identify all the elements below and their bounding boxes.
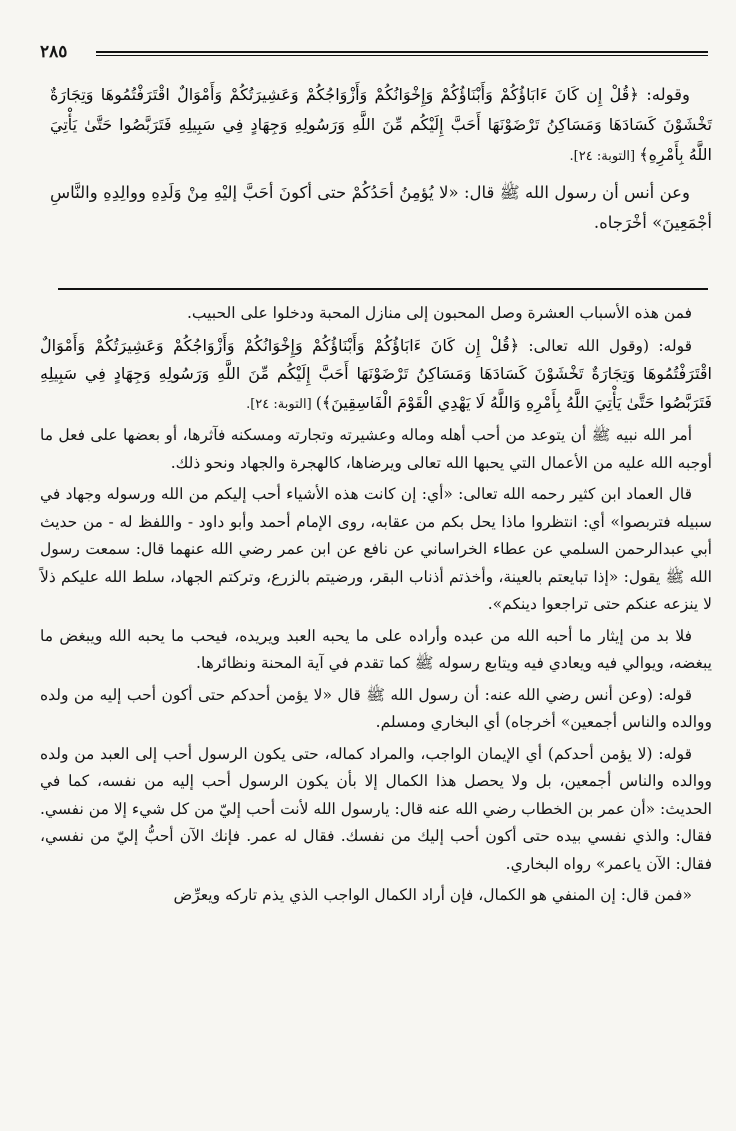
commentary-paragraph: قوله: (وعن أنس رضي الله عنه: أن رسول الله ﷺ قال «لا يؤمن أحدكم حتى أكون أحب إليه من ولده ووالده والناس أجمعين» أخرجاه) أي البخاري ومسلم.	[40, 685, 712, 731]
quran-verse: ﴿قُلْ إِن كَانَ ءَابَاؤُكُمْ وَأَبْنَاؤُكُمْ وَإِخْوَانُكُمْ وَأَزْوَاجُكُمْ وَعَشِيرَتُكُمْ وَأَمْوَالٌ اقْتَرَفْتُمُوهَا وَتِجَارَةٌ تَخْشَوْنَ كَسَادَهَا وَمَسَاكِنُ تَرْضَوْنَهَا أَحَبَّ إِلَيْكُم مِّنَ اللَّهِ وَرَسُولِهِ وَجِهَادٍ فِي سَبِيلِهِ فَتَرَبَّصُوا حَتَّىٰ يَأْتِيَ اللَّهُ بِأَمْرِهِ﴾	[50, 85, 712, 164]
verse-intro: قوله: (وقول الله تعالى:	[519, 336, 692, 355]
commentary-paragraph: فمن هذه الأسباب العشرة وصل المحبون إلى منازل المحبة ودخلوا على الحبيب.	[186, 304, 692, 322]
matn-text	[50, 80, 712, 244]
commentary-paragraph: قوله: (لا يؤمن أحدكم) أي الإيمان الواجب، والمراد كماله، حتى يكون الرسول أحب إلى العبد من ولده ووالده والناس أجمعين، بل ولا يحصل هذا الكمال إلا بأن يكون الرسول أحب إليه من نفسه، كما في الحديث: «أن عمر بن الخطاب رضي الله عنه قال: يارسول الله لأنت أحب إليّ من كل شيء إلا من نفسي. فقال: والذي نفسي بيده حتى أكون أحب إليك من نفسك. فقال له عمر. فإنك الآن أحبُّ إليّ من نفسي، فقال: الآن ياعمر» رواه البخاري.	[40, 744, 712, 873]
matn-paragraph-hadith: وعن أنس أن رسول الله ﷺ قال: «لا يُؤمِنُ أحَدُكُمْ حتى أكونَ أحَبَّ إليْهِ مِنْ وَلَدِهِ ووالِدِهِ والنَّاسِ أجْمَعِينَ» أخْرَجاه.	[50, 183, 712, 232]
commentary-paragraph: قال العماد ابن كثير رحمه الله تعالى: «أي: إن كانت هذه الأشياء أحب إليكم من الله ورسوله وجهاد في سبيله فتربصوا» أي: انتظروا ماذا يحل بكم من عقابه، روى الإمام أحمد وأبو داود - واللفظ له - من حديث أبي عبدالرحمن السلمي عن عطاء الخراساني عن نافع عن ابن عمر رضي الله عنهما قال: سمعت رسول الله ﷺ يقول: «إذا تبايعتم بالعينة، وأخذتم أذناب البقر، ورضيتم بالزرع، وتركتم الجهاد، سلط الله عليكم ذلاً لا ينزعه عنكم حتى تراجعوا دينكم».	[40, 485, 712, 613]
verse-close: )	[315, 393, 322, 412]
commentary-paragraph: «فمن قال: إن المنفي هو الكمال، فإن أراد الكمال الواجب الذي يذم تاركه ويعرِّض	[173, 886, 692, 904]
header-rule	[96, 51, 708, 56]
page-number: ٢٨٥	[40, 42, 68, 62]
page-header	[40, 40, 708, 66]
commentary-paragraph: فلا بد من إيثار ما أحبه الله من عبده وأراده على ما يحبه العبد ويريده، فيحب ما يحبه الله ويبغض ما يبغضه، ويوالي فيه ويعادي فيه ويتابع رسوله ﷺ كما تقدم في آية المحنة ونظائرها.	[40, 626, 712, 672]
commentary-text	[40, 300, 712, 910]
section-divider	[58, 288, 708, 290]
verse-citation: [التوبة: ٢٤].	[246, 396, 316, 412]
matn-paragraph-verse	[50, 80, 712, 172]
commentary-paragraph: أمر الله نبيه ﷺ أن يتوعد من أحب أهله وماله وعشيرته وتجارته ومسكنه فآثرها، أو بعضها على فعل ما أوجبه الله عليه من الأعمال التي يحبها الله تعالى ويرضاها، كالهجرة والجهاد ونحو ذلك.	[40, 426, 712, 472]
verse-intro: وقوله:	[638, 85, 691, 104]
verse-citation: [التوبة: ٢٤].	[569, 149, 640, 164]
quran-verse: ﴿قُلْ إِن كَانَ ءَابَاؤُكُمْ وَأَبْنَاؤُكُمْ وَإِخْوَانُكُمْ وَأَزْوَاجُكُمْ وَعَشِيرَتُكُمْ وَأَمْوَالٌ اقْتَرَفْتُمُوهَا وَتِجَارَةٌ تَخْشَوْنَ كَسَادَهَا وَمَسَاكِنُ تَرْضَوْنَهَا أَحَبَّ إِلَيْكُم مِّنَ اللَّهِ وَرَسُولِهِ وَجِهَادٍ فِي سَبِيلِهِ فَتَرَبَّصُوا حَتَّىٰ يَأْتِيَ اللَّهُ بِأَمْرِهِ وَاللَّهُ لَا يَهْدِي الْقَوْمَ الْفَاسِقِينَ﴾	[40, 335, 712, 412]
commentary-paragraph-verse	[40, 332, 712, 419]
